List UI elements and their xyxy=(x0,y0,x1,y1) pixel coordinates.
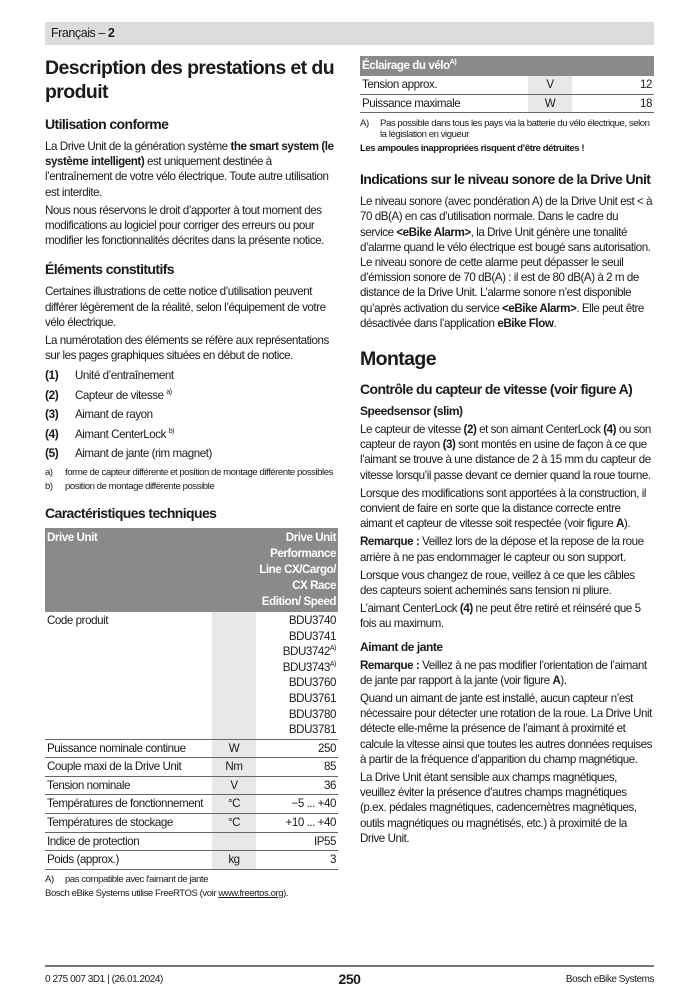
spacer xyxy=(45,902,654,916)
product-code xyxy=(258,691,336,707)
bold-text: (4) xyxy=(459,602,473,616)
bold-text: A xyxy=(615,517,624,531)
code-value: BDU3740 xyxy=(288,613,336,627)
row-label: Couple maxi de la Drive Unit xyxy=(45,758,212,777)
paragraph xyxy=(360,658,654,688)
elements-text xyxy=(45,284,338,363)
item-number: (3) xyxy=(45,407,59,422)
lighting-sup: A) xyxy=(449,59,457,67)
code-sup: A) xyxy=(329,645,336,653)
item-sup: b) xyxy=(168,428,175,436)
text-segment: Certaines illustrations de cette notice d’utilisation peuvent différer légèrement de la réalité, selon l’équipement de votre vélo électrique. xyxy=(45,285,326,329)
code-label: Code produit xyxy=(45,612,212,739)
item-label xyxy=(75,366,174,386)
item-text: Unité d’entraînement xyxy=(75,369,174,383)
freertos-link[interactable]: www.freertos.org xyxy=(218,887,284,899)
item-label xyxy=(75,425,174,445)
text-segment: Veillez lors de la dépose et la repose de la roue arrière à ne pas endommager le capteur ou son support. xyxy=(360,535,644,564)
text-segment: Le niveau sonore (avec pondération A) de la Drive Unit est < à 70 dB(A) en cas d’utilisation normale. Dans le cadre du service xyxy=(360,195,653,239)
bold-text: (3) xyxy=(442,438,456,452)
row-value: 18 xyxy=(572,94,654,113)
product-codes xyxy=(256,612,338,739)
row-value: 85 xyxy=(256,758,338,777)
header-section-number: 2 xyxy=(107,26,115,40)
usage-text xyxy=(45,139,338,248)
row-value: −5 ... +40 xyxy=(256,795,338,814)
footnote xyxy=(45,467,338,478)
lighting-footnote-key: A) xyxy=(360,118,369,130)
header-language: Français – xyxy=(51,26,108,40)
text-segment: ne peut être retiré et réinséré que 5 fois au maximum. xyxy=(360,602,641,631)
bold-text: the smart system (le système intelligent) xyxy=(45,140,334,169)
item-label xyxy=(75,405,153,425)
row-unit: W xyxy=(528,94,572,113)
elements-footnotes xyxy=(45,467,338,492)
text-segment: ). xyxy=(623,517,631,531)
row-value: 250 xyxy=(256,739,338,758)
table-row xyxy=(45,832,338,851)
row-unit: W xyxy=(212,739,256,758)
item-number: (1) xyxy=(45,368,59,383)
text-segment: Lorsque vous changez de roue, veillez à ce que les câbles des capteurs soient acheminés sans tension ni pliure. xyxy=(360,568,635,598)
list-item xyxy=(45,425,338,445)
row-label: Poids (approx.) xyxy=(45,851,212,870)
row-label: Puissance nominale continue xyxy=(45,739,212,758)
row-unit: Nm xyxy=(212,758,256,777)
row-label: Indice de protection xyxy=(45,832,212,851)
table-row xyxy=(360,94,654,113)
bold-text: A xyxy=(552,673,561,687)
code-value: BDU3760 xyxy=(288,676,336,690)
table-row xyxy=(45,776,338,795)
list-item xyxy=(45,405,338,425)
text-segment: Veillez à ne pas modifier l’orientation de l’aimant de jante par rapport à la jante (voir figure xyxy=(360,658,647,687)
noise-text xyxy=(360,194,654,331)
page-title: Description des prestations et du produit xyxy=(45,57,335,103)
text-segment: L’aimant CenterLock xyxy=(360,602,460,616)
page-footer xyxy=(45,965,654,987)
speedsensor-subheading: Speedsensor (slim) xyxy=(360,404,463,419)
text-segment: Le capteur de vitesse xyxy=(360,423,464,437)
specs-model-header: Drive Unit Performance Line CX/Cargo/ CX Race Edition/ Speed xyxy=(212,528,338,612)
bold-text: (2) xyxy=(463,423,477,437)
usage-heading: Utilisation conforme xyxy=(45,116,169,132)
row-value: +10 ... +40 xyxy=(256,814,338,833)
bold-text: <eBike Alarm> xyxy=(396,225,471,239)
code-value: BDU3781 xyxy=(288,723,336,737)
speed-sensor-heading: Contrôle du capteur de vitesse (voir figure A) xyxy=(360,381,633,398)
rim-magnet-subheading: Aimant de jante xyxy=(360,639,443,654)
bold-text: eBike Flow xyxy=(497,316,554,330)
left-column xyxy=(45,56,338,902)
list-item xyxy=(45,444,338,464)
footnote-key: a) xyxy=(45,466,53,478)
row-label: Tension approx. xyxy=(360,76,528,94)
lighting-header: Éclairage du vélo xyxy=(362,59,450,72)
row-label: Puissance maximale xyxy=(360,94,528,113)
footnote-text: forme de capteur différente et position de montage différente possibles xyxy=(65,466,333,478)
paragraph xyxy=(360,194,654,331)
product-code xyxy=(258,722,336,738)
text-segment: La Drive Unit de la génération système xyxy=(45,140,231,153)
product-code xyxy=(258,644,336,660)
speedsensor-text xyxy=(360,422,654,632)
paragraph xyxy=(360,486,654,532)
bold-text: <eBike Alarm> xyxy=(502,301,577,315)
brand-name: Bosch eBike Systems xyxy=(565,973,654,985)
lighting-warning: Les ampoules inappropriées risquent d’être détruites ! xyxy=(360,143,585,155)
table-row xyxy=(45,814,338,833)
footnote-key: b) xyxy=(45,480,53,492)
text-segment: ). xyxy=(560,673,567,687)
row-unit: V xyxy=(212,776,256,795)
item-sup: a) xyxy=(166,389,172,397)
row-label: Températures de stockage xyxy=(45,814,212,833)
specs-col-header: Drive Unit xyxy=(45,528,212,612)
code-value: BDU3761 xyxy=(288,691,336,705)
text-segment: . xyxy=(553,316,557,330)
paragraph xyxy=(360,601,654,631)
item-text: Aimant CenterLock xyxy=(75,427,169,441)
paragraph xyxy=(45,333,338,363)
code-sup: A) xyxy=(329,660,336,668)
page-number: 250 xyxy=(338,971,361,987)
specs-table xyxy=(45,528,338,870)
item-text: Capteur de vitesse xyxy=(75,388,167,402)
item-number: (4) xyxy=(45,426,59,441)
item-number: (5) xyxy=(45,446,59,461)
text-segment: , la Drive Unit génère une tonalité d’alarme quand le vélo électrique est bougé sans autorisation. Le niveau sonore de cette alarme peut dépasser le seuil d’émission sonore de 70 dB(A) : il est de 80 dB(A) à 2 m de distance de la Drive Unit. L’alarme sonore n’est disponible qu’après activation du service xyxy=(360,225,651,315)
text-segment: et son aimant CenterLock xyxy=(476,423,604,437)
paragraph xyxy=(360,422,654,483)
specs-heading: Caractéristiques techniques xyxy=(45,504,217,521)
product-code xyxy=(258,660,336,676)
footnote-text: position de montage différente possible xyxy=(65,480,215,492)
item-text: Aimant de jante (rim magnet) xyxy=(75,447,212,461)
product-code xyxy=(258,629,336,645)
product-code xyxy=(258,707,336,723)
footnote xyxy=(45,481,338,492)
row-value: IP55 xyxy=(256,832,338,851)
paragraph xyxy=(45,139,338,200)
bold-text: (4) xyxy=(603,423,617,437)
table-row xyxy=(45,612,338,739)
row-unit: °C xyxy=(212,795,256,814)
right-column xyxy=(360,56,654,902)
table-row xyxy=(45,739,338,758)
row-label: Températures de fonctionnement xyxy=(45,795,212,814)
paragraph xyxy=(360,568,654,598)
bold-text: Remarque : xyxy=(360,535,420,549)
unit-cell xyxy=(212,612,256,739)
text-segment: ou son capteur de rayon xyxy=(360,423,651,452)
text-segment: est uniquement destinée à l’entraînement de votre vélo électrique. Toute autre utilisation est interdite. xyxy=(45,155,329,199)
page-body xyxy=(45,56,654,902)
paragraph xyxy=(45,284,338,330)
table-row xyxy=(45,851,338,870)
paragraph xyxy=(45,203,338,249)
item-number: (2) xyxy=(45,387,59,402)
montage-title: Montage xyxy=(360,348,436,371)
list-item xyxy=(45,366,338,386)
footnote-key: A) xyxy=(45,873,54,885)
row-unit: °C xyxy=(212,814,256,833)
row-value: 12 xyxy=(572,76,654,94)
table-row xyxy=(45,795,338,814)
noise-heading: Indications sur le niveau sonore de la Drive Unit xyxy=(360,171,651,188)
list-item xyxy=(45,386,338,406)
text-segment: Nous nous réservons le droit d’apporter à tout moment des modifications au logiciel pour corriger des erreurs ou pour modifier les fonctionnalités décrites dans la présente notice. xyxy=(45,203,324,248)
row-value: 36 xyxy=(256,776,338,795)
paragraph xyxy=(360,691,654,767)
row-unit xyxy=(212,832,256,851)
text-segment: Lorsque des modifications sont apportées à la construction, il convient de faire en sorte que la distance correcte entre aimant et capteur de vitesse soit respectée (voir figure xyxy=(360,486,646,531)
bold-text: Remarque : xyxy=(360,658,420,672)
table-row xyxy=(360,76,654,94)
footnote-text: pas compatible avec l'aimant de jante xyxy=(65,873,209,885)
row-label: Tension nominale xyxy=(45,776,212,795)
product-code xyxy=(258,613,336,629)
code-value: BDU3742 xyxy=(282,645,330,659)
paragraph xyxy=(360,770,654,846)
page-header xyxy=(45,22,654,45)
row-unit: kg xyxy=(212,851,256,870)
text-segment: Quand un aimant de jante est installé, aucun capteur n’est nécessaire pour détecter une rotation de la roue. La Drive Unit détecte elle-même la présence de l’aimant à proximité et calcule la vitesse ainsi que toutes les autres données requises à partir de la fréquence d’apparition du champ magnétique. xyxy=(360,692,652,766)
rim-magnet-text xyxy=(360,658,654,846)
paragraph xyxy=(360,534,654,564)
freertos-text-end: ). xyxy=(283,887,289,899)
code-value: BDU3743 xyxy=(282,660,330,674)
text-segment: . Elle peut être désactivée dans l’application xyxy=(360,301,644,330)
row-value: 3 xyxy=(256,851,338,870)
text-segment: La numérotation des éléments se réfère aux représentations sur les pages graphiques situées en début de notice. xyxy=(45,334,329,363)
freertos-text: Bosch eBike Systems utilise FreeRTOS (voir xyxy=(45,887,219,899)
elements-list xyxy=(45,366,338,464)
lighting-table xyxy=(360,56,654,113)
item-label xyxy=(75,386,172,406)
text-segment: sont montés en usine de façon à ce que l’aimant se trouve à une distance de 2 à 15 mm du capteur de vitesse lorsqu’il passe devant ce dernier quand la roue tourne. xyxy=(360,438,651,482)
table-row xyxy=(45,758,338,777)
code-value: BDU3741 xyxy=(288,629,336,643)
text-segment: La Drive Unit étant sensible aux champs magnétiques, veuillez éviter la présence d’autres champs magnétiques (p.ex. pédales magnétiques, cadencemètres magnétiques, outils magnétiques ou magnétisés, etc.) à proximité de la Drive Unit. xyxy=(360,771,637,845)
document-number: 0 275 007 3D1 | (26.01.2024) xyxy=(45,973,163,985)
elements-heading: Éléments constitutifs xyxy=(45,261,174,278)
item-text: Aimant de rayon xyxy=(75,408,153,422)
product-code xyxy=(258,675,336,691)
row-unit: V xyxy=(528,76,572,94)
code-value: BDU3780 xyxy=(288,707,336,721)
item-label xyxy=(75,444,212,464)
lighting-footnote: Pas possible dans tous les pays via la batterie du vélo électrique, selon la législation en vigueur xyxy=(380,118,650,141)
